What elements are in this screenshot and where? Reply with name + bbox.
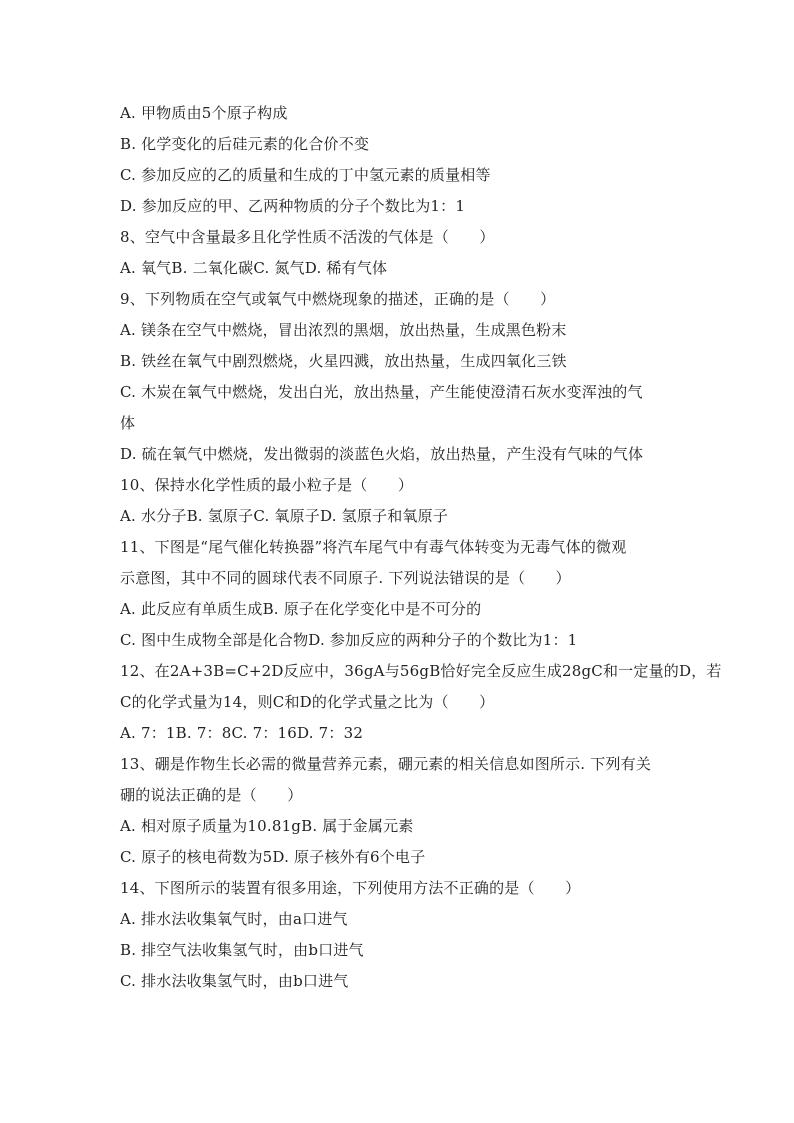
option-line: A. 此反应有单质生成B. 原子在化学变化中是不可分的 (120, 600, 482, 618)
option-line: A. 甲物质由5个原子构成 (120, 104, 288, 122)
option-line: D. 参加反应的甲、乙两种物质的分子个数比为1：1 (120, 197, 466, 215)
option-line: A. 氧气B. 二氧化碳C. 氮气D. 稀有气体 (120, 259, 388, 277)
question-line: 11、下图是“尾气催化转换器”将汽车尾气中有毒气体转变为无毒气体的微观 (120, 538, 627, 556)
question-line: 9、下列物质在空气或氧气中燃烧现象的描述，正确的是（ ） (120, 290, 556, 308)
option-line: C. 木炭在氧气中燃烧，发出白光，放出热量，产生能使澄清石灰水变浑浊的气 (120, 383, 643, 401)
question-line-continued: 硼的说法正确的是（ ） (120, 786, 303, 804)
question-line: 8、空气中含量最多且化学性质不活泼的气体是（ ） (120, 228, 495, 246)
question-line: 12、在2A+3B=C+2D反应中，36gA与56gB恰好完全反应生成28gC和一定量的D，若 (120, 662, 722, 680)
option-line: B. 铁丝在氧气中剧烈燃烧，火星四溅，放出热量，生成四氧化三铁 (120, 352, 567, 370)
option-line: A. 水分子B. 氢原子C. 氧原子D. 氢原子和氧原子 (120, 507, 449, 525)
option-line: B. 排空气法收集氢气时，由b口进气 (120, 941, 364, 959)
option-line: A. 7：1B. 7：8C. 7：16D. 7：32 (120, 724, 364, 742)
question-line-continued: C的化学式量为14，则C和D的化学式量之比为（ ） (120, 693, 495, 711)
option-line: C. 图中生成物全部是化合物D. 参加反应的两种分子的个数比为1：1 (120, 631, 578, 649)
option-line: C. 排水法收集氢气时，由b口进气 (120, 972, 349, 990)
option-line: C. 原子的核电荷数为5D. 原子核外有6个电子 (120, 848, 426, 866)
question-line: 13、硼是作物生长必需的微量营养元素，硼元素的相关信息如图所示. 下列有关 (120, 755, 652, 773)
question-line: 14、下图所示的装置有很多用途，下列使用方法不正确的是（ ） (120, 879, 581, 897)
question-line: 10、保持水化学性质的最小粒子是（ ） (120, 476, 414, 494)
option-line: A. 相对原子质量为10.81gB. 属于金属元素 (120, 817, 414, 835)
question-line-continued: 示意图，其中不同的圆球代表不同原子. 下列说法错误的是（ ） (120, 569, 571, 587)
option-line: C. 参加反应的乙的质量和生成的丁中氢元素的质量相等 (120, 166, 491, 184)
option-line: A. 镁条在空气中燃烧，冒出浓烈的黑烟，放出热量，生成黑色粉末 (120, 321, 567, 339)
option-line: A. 排水法收集氧气时，由a口进气 (120, 910, 348, 928)
option-line: D. 硫在氧气中燃烧，发出微弱的淡蓝色火焰，放出热量，产生没有气味的气体 (120, 445, 644, 463)
document-page (120, 98, 722, 997)
option-line-continued: 体 (120, 414, 136, 432)
option-line: B. 化学变化的后硅元素的化合价不变 (120, 135, 370, 153)
